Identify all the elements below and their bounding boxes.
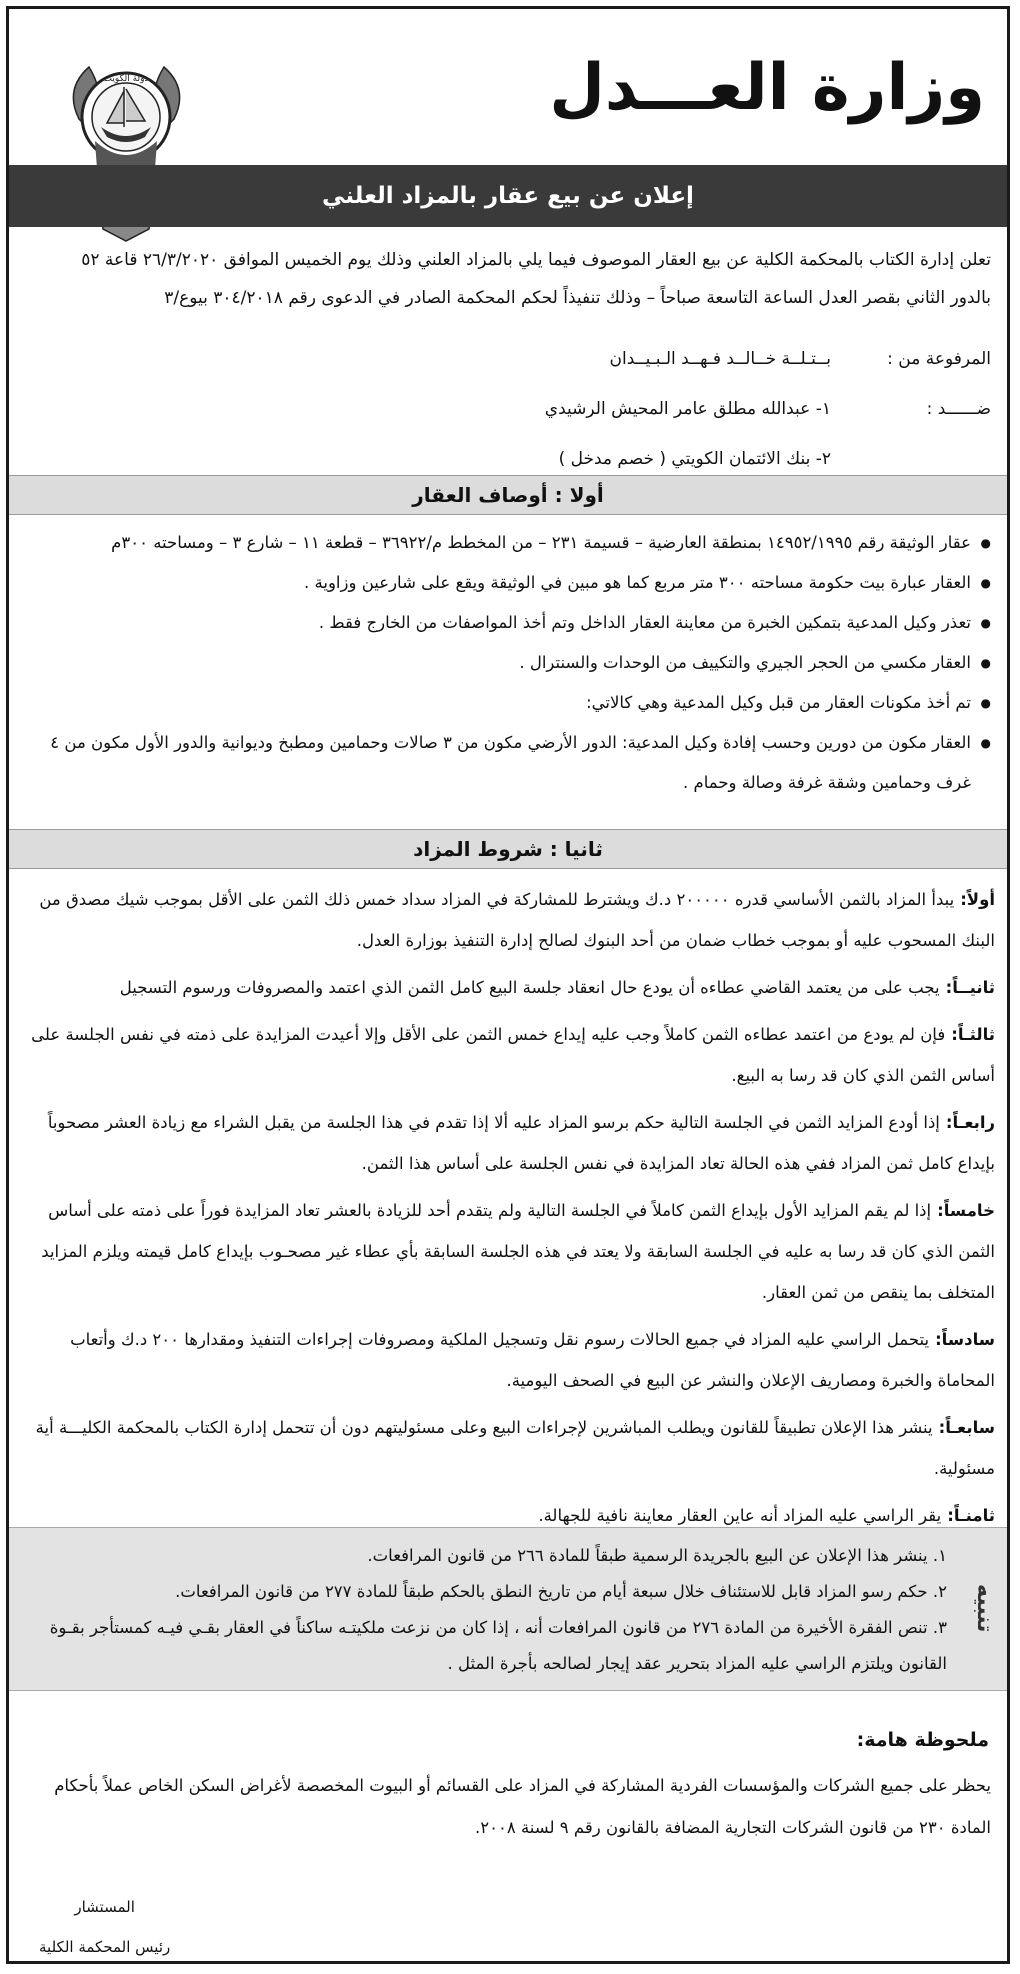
signature-role: رئيس المحكمة الكلية (39, 1938, 171, 1956)
condition-text: يقر الراسي عليه المزاد أنه عاين العقار معاينة نافية للجهالة. (538, 1506, 942, 1525)
header (9, 9, 1007, 165)
against-label: ضــــــد : (926, 399, 991, 419)
notes-list (23, 1538, 947, 1682)
section-heading: أولا : أوصاف العقار (9, 475, 1007, 515)
condition-number: رابعـاً: (945, 1113, 995, 1132)
signature-title: المستشار (74, 1898, 135, 1916)
notes-label: تنبيه (972, 1583, 997, 1633)
condition-number: خامساً: (937, 1201, 995, 1220)
list-item (21, 879, 995, 961)
important-note-text: يحظر على جميع الشركات والمؤسسات الفردية المشاركة في المزاد على القسائم أو البيوت المخصصة لأغراض السكن الخاص عملاً بأحكام المادة ٢٣٠ من قانون الشركات التجارية المضافة بالقانون رقم ٩ لسنة ٢٠٠٨. (54, 1776, 991, 1837)
condition-number: أولاً: (960, 890, 995, 909)
condition-number: ثالثـاً: (951, 1025, 995, 1044)
condition-text: إذا أودع المزايد الثمن في الجلسة التالية حكم برسو المزاد عليه ألا إذا تقدم في هذا الجلسة من يقبل الشراء مع زيادة العشر مصحوباً بإيداع كامل ثمن المزاد ففي هذه الحالة تعاد المزايدة في نفس الجلسة على أساس هذا الثمن. (47, 1113, 995, 1173)
auction-conditions-list (21, 879, 995, 1542)
condition-text: يجب على من يعتمد القاضي عطاءه أن يودع حال انعقاد جلسة البيع كامل الثمن الذي اعتمد والمصروفات ورسوم التسجيل (119, 978, 940, 997)
list-item (21, 1014, 995, 1096)
important-note-title: ملحوظة هامة: (856, 1729, 989, 1751)
list-item: ● عقار الوثيقة رقم ١٤٩٥٢/١٩٩٥ بمنطقة العارضية – قسيمة ٢٣١ – من المخطط م/٣٦٩٢٢ – قطعة ١١ – شارع ٣ – ومساحته ٣٠٠م (25, 523, 991, 563)
list-item (21, 1319, 995, 1401)
plaintiff-name: بــتـلــة خــالــد فـهــد الـبـيــدان (609, 349, 831, 369)
condition-number: ثانيــاً: (945, 978, 995, 997)
intro (25, 241, 991, 317)
condition-text: ينشر هذا الإعلان تطبيقاً للقانون ويطلب المباشرين لإجراءات البيع وعلى مسئوليتهم دون أن تتحمل إدارة الكتاب بالمحكمة الكليـــة أية مسئولية. (35, 1418, 995, 1478)
condition-text: يتحمل الراسي عليه المزاد في جميع الحالات رسوم نقل وتسجيل الملكية ومصروفات إجراءات التنفيذ ومقدارها ٢٠٠ د.ك وأتعاب المحاماة والخبرة ومصاريف الإعلان والنشر عن البيع في الصحف اليومية. (70, 1330, 995, 1390)
condition-number: ثامنـاً: (947, 1506, 995, 1525)
condition-number: سادساً: (935, 1330, 995, 1349)
list-item: ● تم أخذ مكونات العقار من قبل وكيل المدعية وهي كالاتي: (25, 683, 991, 723)
notes-box (9, 1527, 1007, 1691)
announcement-title: إعلان عن بيع عقار بالمزاد العلني (9, 165, 1007, 227)
defendant-name: ١- عبدالله مطلق عامر المحيش الرشيدي (544, 399, 831, 419)
condition-text: فإن لم يودع من اعتمد عطاءه الثمن كاملاً وجب عليه إيداع خمس الثمن على الأقل وإلا أعيدت المزايدة على ذمته في نفس الجلسة على أساس الثمن الذي كان قد رسا به البيع. (31, 1025, 995, 1085)
list-item: ● العقار مكون من دورين وحسب إفادة وكيل المدعية: الدور الأرضي مكون من ٣ صالات وحمامين ومطبخ وديوانية والدور الأول مكون من ٤ غرف وحمامين وشقة غرفة وصالة وحمام . (25, 723, 991, 803)
property-description-list (25, 523, 991, 803)
list-item: ● العقار عبارة بيت حكومة مساحته ٣٠٠ متر مربع كما هو مبين في الوثيقة ويقع على شارعين وزاوية . (25, 563, 991, 603)
list-item: ● تعذر وكيل المدعية بتمكين الخبرة من معاينة العقار الداخل وتم أخذ المواصفات من الخارج فقط . (25, 603, 991, 643)
signature-block (39, 1887, 170, 1967)
intro-line: بالدور الثاني بقصر العدل الساعة التاسعة صباحاً – وذلك تنفيذاً لحكم المحكمة الصادر في الدعوى رقم ٣٠٤/٢٠١٨ بيوع/٣ (164, 288, 991, 308)
ministry-name: وزارة العـــدل (549, 51, 985, 125)
list-item (21, 1102, 995, 1184)
list-item (21, 1190, 995, 1313)
list-item: ٢. حكم رسو المزاد قابل للاستئناف خلال سبعة أيام من تاريخ النطق بالحكم طبقاً للمادة ٢٧٧ من قانون المرافعات. (175, 1582, 947, 1601)
list-item: ٣. تنص الفقرة الأخيرة من المادة ٢٧٦ من قانون المرافعات أنه ، إذا كان من نزعت ملكيتـه ساكناً في العقار بقـي فيـه كمستأجر بقـوة القانون ويلتزم الراسي عليه المزاد بتحرير عقد إيجار لصالحه بأجرة المثل . (49, 1618, 947, 1673)
list-item: ١. ينشر هذا الإعلان عن البيع بالجريدة الرسمية طبقاً للمادة ٢٦٦ من قانون المرافعات. (367, 1546, 947, 1565)
list-item (21, 1407, 995, 1489)
parties (545, 334, 991, 484)
emblem-caption: دولة الكويت (103, 74, 149, 84)
condition-text: يبدأ المزاد بالثمن الأساسي قدره ٢٠٠٠٠٠ د.ك ويشترط للمشاركة في المزاد سداد خمس ذلك الثمن على الأقل بموجب شيك مصدق من البنك المسحوب عليه أو بموجب خطاب ضمان من أحد البنوك لصالح إدارة التنفيذ بوزارة العدل. (39, 890, 995, 950)
list-item (21, 967, 995, 1008)
plaintiff-row (545, 334, 991, 384)
defendant-name: ٢- بنك الائتمان الكويتي ( خصم مدخل ) (558, 449, 831, 469)
plaintiff-label: المرفوعة من : (887, 349, 991, 369)
announcement-frame (6, 6, 1010, 1964)
defendant-row (545, 384, 991, 434)
condition-text: إذا لم يقم المزايد الأول بإيداع الثمن كاملاً في الجلسة التالية ولم يتقدم أحد للزيادة بالعشر تعاد المزايدة فوراً على ذمته على أساس الثمن الذي كان قد رسا به عليه في الجلسة السابقة ولا يعتد في هذه الجلسة السابقة بأي عطاء غير مصحـوب بإيداع كامل قيمته ويلزم المزايد المتخلف بما ينقص من ثمن العقار. (41, 1201, 995, 1302)
condition-number: سابعـاً: (938, 1418, 995, 1437)
intro-line: تعلن إدارة الكتاب بالمحكمة الكلية عن بيع العقار الموصوف فيما يلي بالمزاد العلني وذلك يوم الخميس الموافق ٢٦/٣/٢٠٢٠ قاعة ٥٢ (81, 250, 991, 270)
section-heading: ثانيا : شروط المزاد (9, 829, 1007, 869)
list-item: ● العقار مكسي من الحجر الجيري والتكييف من الوحدات والسنترال . (25, 643, 991, 683)
